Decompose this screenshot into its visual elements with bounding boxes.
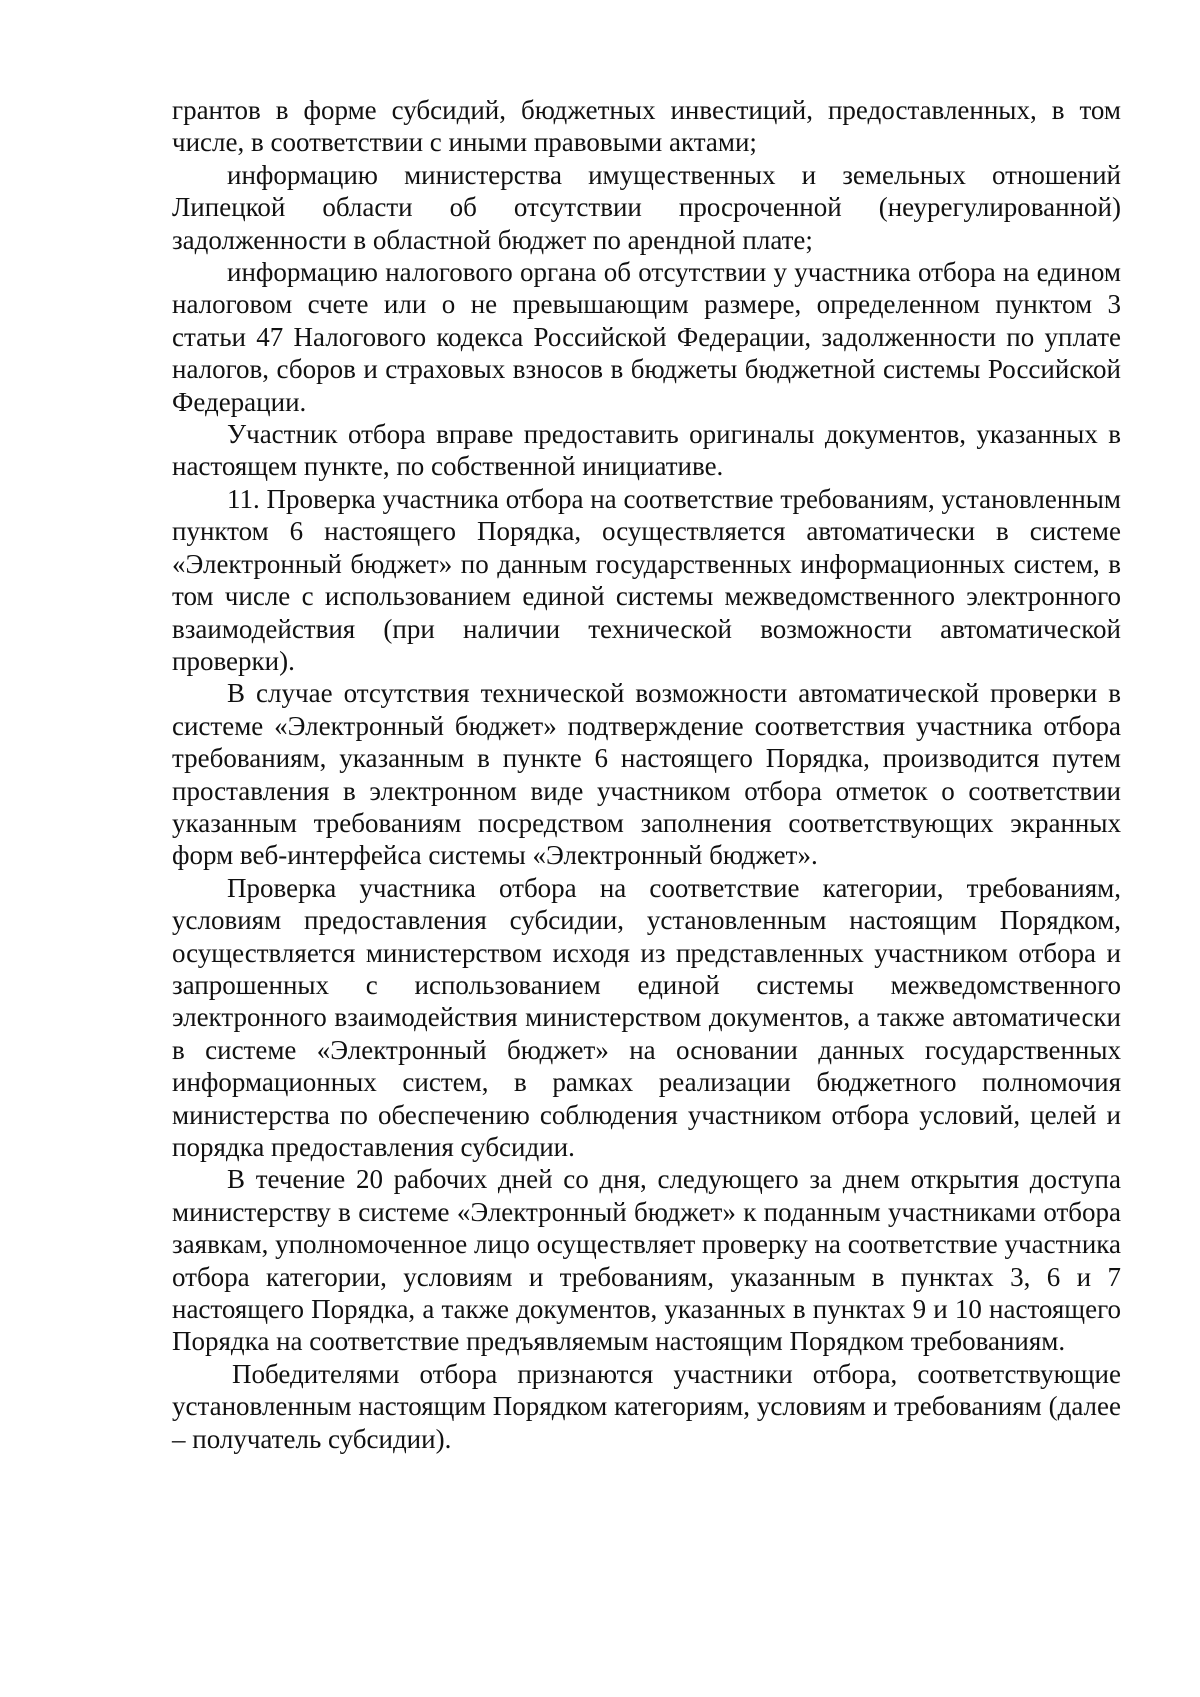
paragraph-ministry-check: Проверка участника отбора на соответствие категории, требованиям, условиям предоставления субсидии, установленным настоящим Порядком, осуществляется министерством исходя из представленных участником отбора и запрошенных с использованием единой системы межведомственного электронного взаимодействия министерством документов, а также автоматически в системе «Электронный бюджет» на основании данных государственных информационных систем, в рамках реализации бюджетного полномочия министерства по обеспечению соблюдения участником отбора условий, целей и порядка предоставления субсидии. — [172, 872, 1121, 1162]
paragraph-no-auto-check: В случае отсутствия технической возможности автоматической проверки в системе «Электронный бюджет» подтверждение соответствия участника отбора требованиям, указанным в пункте 6 настоящего Порядка, производится путем проставления в электронном виде участником отбора отметок о соответствии указанным требованиям посредством заполнения соответствующих экранных форм веб-интерфейса системы «Электронный бюджет». — [172, 678, 1121, 871]
paragraph-land-relations-info: информацию министерства имущественных и земельных отношений Липецкой области об отсутствии просроченной (неурегулированной) задолженности в областной бюджет по арендной плате; — [172, 159, 1121, 255]
paragraph-winners: Победителями отбора признаются участники отбора, соответствующие установленным настоящим Порядком категориям, условиям и требованиям (далее – получатель субсидии). — [172, 1358, 1121, 1454]
paragraph-item-11: 11. Проверка участника отбора на соответствие требованиям, установленным пунктом 6 настоящего Порядка, осуществляется автоматически в системе «Электронный бюджет» по данным государственных информационных систем, в том числе с использованием единой системы межведомственного электронного взаимодействия (при наличии технической возможности автоматической проверки). — [172, 483, 1121, 676]
paragraph-continuation: грантов в форме субсидий, бюджетных инвестиций, предоставленных, в том числе, в соответствии с иными правовыми актами; — [172, 95, 1121, 158]
paragraph-20-days: В течение 20 рабочих дней со дня, следующего за днем открытия доступа министерству в системе «Электронный бюджет» к поданным участниками отбора заявкам, уполномоченное лицо осуществляет проверку на соответствие участника отбора категории, условиям и требованиям, указанным в пунктах 3, 6 и 7 настоящего Порядка, а также документов, указанных в пунктах 9 и 10 настоящего Порядка на соответствие предъявляемым настоящим Порядком требованиям. — [172, 1164, 1121, 1357]
paragraph-tax-authority-info: информацию налогового органа об отсутствии у участника отбора на едином налоговом счете или о не превышающим размере, определенном пунктом 3 статьи 47 Налогового кодекса Российской Федерации, задолженности по уплате налогов, сборов и страховых взносов в бюджеты бюджетной системы Российской Федерации. — [172, 257, 1121, 417]
paragraph-originals-initiative: Участник отбора вправе предоставить оригиналы документов, указанных в настоящем пункте, по собственной инициативе. — [172, 419, 1121, 482]
document-page — [172, 94, 1121, 1455]
